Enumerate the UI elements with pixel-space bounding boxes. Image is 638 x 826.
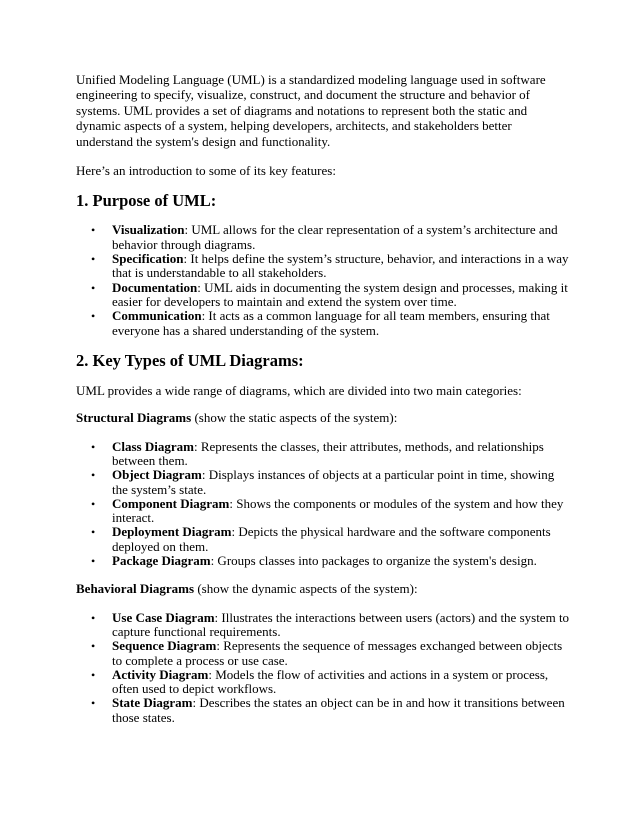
list-item-package-diagram bbox=[76, 554, 570, 568]
behavioral-diagrams-note: (show the dynamic aspects of the system): bbox=[194, 581, 418, 597]
list-item-documentation bbox=[76, 281, 570, 310]
structural-diagrams-heading bbox=[76, 410, 570, 425]
bullet-icon: • bbox=[91, 610, 96, 625]
list-item-text: : Shows the components or modules of the system and how they interact. bbox=[112, 495, 564, 526]
list-item-term: Documentation bbox=[112, 279, 198, 295]
diagram-types-intro: UML provides a wide range of diagrams, which are divided into two main categories: bbox=[76, 382, 522, 398]
intro-paragraph: Unified Modeling Language (UML) is a standardized modeling language used in software engineering to specify, visualize, construct, and document the structure and behavior of systems. UML provides a set of diagrams and notations to represent both the static and dynamic aspects of a system, helping developers, architects, and stakeholders better understand the system's design and functionality. bbox=[76, 72, 546, 149]
bullet-icon: • bbox=[91, 309, 96, 324]
structural-diagrams-list bbox=[76, 440, 570, 569]
list-item-text: : Represents the sequence of messages exchanged between objects to complete a process or use case. bbox=[112, 638, 563, 668]
document-body bbox=[76, 72, 570, 738]
list-item-term: Activity Diagram bbox=[112, 666, 209, 682]
list-item-object-diagram bbox=[76, 468, 570, 497]
list-item-component-diagram bbox=[76, 497, 570, 526]
bullet-icon: • bbox=[91, 696, 96, 711]
list-item-text: : Describes the states an object can be in and how it transitions between those states. bbox=[112, 695, 565, 725]
list-item-text: : It acts as a common language for all team members, ensuring that everyone has a shared understanding of the system. bbox=[112, 308, 550, 338]
list-item-text: : UML allows for the clear representation of a system’s architecture and behavior through diagrams. bbox=[112, 222, 558, 252]
bullet-icon: • bbox=[91, 667, 96, 682]
list-item-text: : UML aids in documenting the system design and processes, making it easier for developers to maintain and extend the system over time. bbox=[112, 279, 568, 309]
list-item-communication bbox=[76, 309, 570, 338]
list-item-term: Communication bbox=[112, 308, 202, 324]
list-item-term: Use Case Diagram bbox=[112, 609, 215, 625]
behavioral-diagrams-list bbox=[76, 611, 570, 725]
list-item-term: State Diagram bbox=[112, 695, 193, 711]
list-item-term: Specification bbox=[112, 251, 184, 267]
bullet-icon: • bbox=[91, 639, 96, 654]
bullet-icon: • bbox=[91, 223, 96, 238]
list-item-term: Package Diagram bbox=[112, 553, 211, 568]
list-item-visualization bbox=[76, 223, 570, 252]
bullet-icon: • bbox=[91, 468, 96, 483]
section-heading-purpose: 1. Purpose of UML: bbox=[76, 191, 217, 211]
list-item-deployment-diagram bbox=[76, 525, 570, 554]
list-item-text: : Illustrates the interactions between users (actors) and the system to capture functional requirements. bbox=[112, 609, 570, 639]
list-item-state-diagram bbox=[76, 696, 570, 725]
list-item-text: : It helps define the system’s structure, behavior, and interactions in a way that is understandable to all stakeholders. bbox=[112, 251, 569, 281]
list-item-term: Deployment Diagram bbox=[112, 524, 232, 540]
list-item-text: : Depicts the physical hardware and the software components deployed on them. bbox=[112, 524, 551, 554]
list-item-term: Object Diagram bbox=[112, 467, 202, 483]
intro-lead: Here’s an introduction to some of its key features: bbox=[76, 163, 336, 179]
bullet-icon: • bbox=[91, 554, 96, 568]
list-item-text: : Models the flow of activities and actions in a system or process, often used to depict workflows. bbox=[112, 666, 549, 697]
list-item-sequence-diagram bbox=[76, 639, 570, 668]
list-item-term: Sequence Diagram bbox=[112, 638, 217, 654]
list-item-term: Component Diagram bbox=[112, 495, 230, 511]
list-item-specification bbox=[76, 252, 570, 281]
section-heading-diagram-types: 2. Key Types of UML Diagrams: bbox=[76, 350, 304, 370]
list-item-class-diagram bbox=[76, 440, 570, 469]
behavioral-diagrams-heading bbox=[76, 581, 570, 596]
bullet-icon: • bbox=[91, 252, 96, 267]
bullet-icon: • bbox=[91, 496, 96, 511]
bullet-icon: • bbox=[91, 280, 96, 295]
list-item-use-case-diagram bbox=[76, 611, 570, 640]
list-item-text: : Represents the classes, their attributes, methods, and relationships between them. bbox=[112, 438, 544, 468]
bullet-icon: • bbox=[91, 525, 96, 540]
list-item-term: Visualization bbox=[112, 222, 185, 238]
list-item-text: : Groups classes into packages to organize the system's design. bbox=[210, 553, 537, 568]
list-item-term: Class Diagram bbox=[112, 438, 194, 454]
list-item-text: : Displays instances of objects at a particular point in time, showing the system’s state. bbox=[112, 467, 555, 497]
bullet-icon: • bbox=[91, 439, 96, 454]
purpose-list bbox=[76, 223, 570, 337]
list-item-activity-diagram bbox=[76, 668, 570, 697]
structural-diagrams-title: Structural Diagrams bbox=[76, 410, 192, 426]
structural-diagrams-note: (show the static aspects of the system): bbox=[191, 410, 398, 426]
behavioral-diagrams-title: Behavioral Diagrams bbox=[76, 581, 195, 597]
